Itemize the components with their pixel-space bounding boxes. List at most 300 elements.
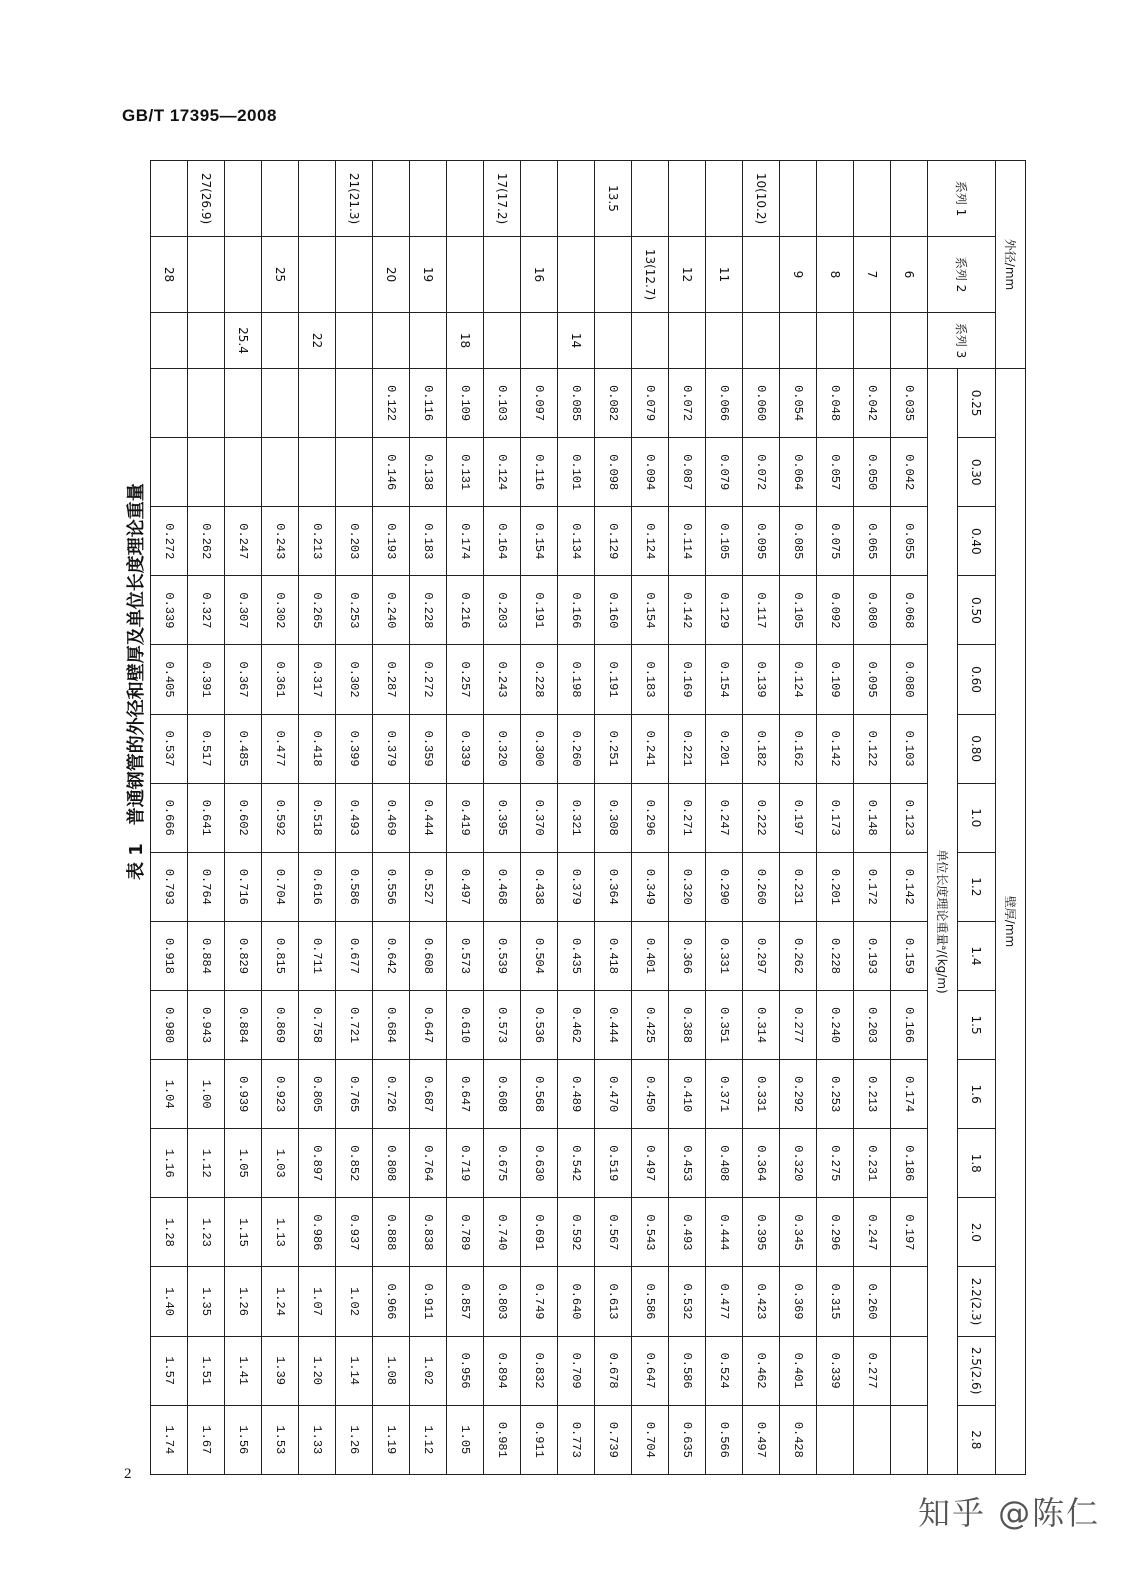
- table-row: [743, 161, 780, 1475]
- weight-cell: 1.41: [225, 1336, 262, 1405]
- weight-cell: 0.174: [891, 1060, 928, 1129]
- page-number: 2: [124, 1466, 132, 1482]
- weight-cell: 0.869: [262, 991, 299, 1060]
- weight-cell: 0.302: [262, 576, 299, 645]
- outer-diameter-cell: [410, 161, 447, 237]
- weight-cell: 0.497: [743, 1405, 780, 1474]
- weight-cell: 0.666: [151, 783, 188, 852]
- weight-cell: 0.228: [521, 645, 558, 714]
- weight-cell: 0.391: [188, 645, 225, 714]
- outer-diameter-cell: [373, 161, 410, 237]
- weight-cell: 0.339: [817, 1336, 854, 1405]
- weight-cell: 0.497: [632, 1129, 669, 1198]
- weight-cell: 0.462: [558, 991, 595, 1060]
- weight-cell: 1.26: [225, 1267, 262, 1336]
- weight-cell: 0.260: [743, 852, 780, 921]
- weight-cell: 0.231: [854, 1129, 891, 1198]
- outer-diameter-cell: 19: [410, 237, 447, 313]
- weight-cell: 0.241: [632, 714, 669, 783]
- weight-cell: 0.399: [336, 714, 373, 783]
- weight-cell: 0.339: [151, 576, 188, 645]
- weight-cell: 0.943: [188, 991, 225, 1060]
- weight-cell: 0.213: [299, 507, 336, 576]
- weight-cell: 0.740: [484, 1198, 521, 1267]
- series-3-header: 系列 3: [928, 313, 996, 369]
- weight-cell: 0.444: [706, 1198, 743, 1267]
- outer-diameter-cell: 21(21.3): [336, 161, 373, 237]
- outer-diameter-cell: [336, 313, 373, 369]
- weight-cell: 0.721: [336, 991, 373, 1060]
- weight-cell: 0.832: [521, 1336, 558, 1405]
- weight-cell: 0.371: [706, 1060, 743, 1129]
- weight-cell: 0.138: [410, 438, 447, 507]
- weight-cell: 0.838: [410, 1198, 447, 1267]
- weight-cell: [336, 438, 373, 507]
- weight-cell: 0.497: [447, 852, 484, 921]
- weight-cell: 0.808: [373, 1129, 410, 1198]
- table-row: [410, 161, 447, 1475]
- weight-cell: 0.292: [780, 1060, 817, 1129]
- outer-diameter-cell: [484, 237, 521, 313]
- weight-cell: 0.704: [632, 1405, 669, 1474]
- weight-cell: 0.793: [151, 852, 188, 921]
- weight-cell: 0.803: [484, 1267, 521, 1336]
- outer-diameter-cell: 9: [780, 237, 817, 313]
- weight-cell: 0.815: [262, 921, 299, 990]
- weight-cell: 0.568: [521, 1060, 558, 1129]
- weight-cell: 1.05: [225, 1129, 262, 1198]
- weight-cell: 0.884: [188, 921, 225, 990]
- weight-cell: 0.103: [484, 369, 521, 438]
- weight-cell: 0.092: [817, 576, 854, 645]
- weight-cell: 0.197: [780, 783, 817, 852]
- weight-cell: [817, 1405, 854, 1474]
- table-row: [817, 161, 854, 1475]
- weight-cell: 0.057: [817, 438, 854, 507]
- outer-diameter-cell: [410, 313, 447, 369]
- wall-thickness-header: 1.5: [958, 991, 996, 1060]
- weight-cell: 0.425: [632, 991, 669, 1060]
- weight-cell: 0.082: [595, 369, 632, 438]
- weight-cell: 0.142: [891, 852, 928, 921]
- weight-cell: 0.635: [669, 1405, 706, 1474]
- weight-cell: 0.079: [632, 369, 669, 438]
- weight-cell: 0.527: [410, 852, 447, 921]
- table-row: [188, 161, 225, 1475]
- weight-cell: 1.14: [336, 1336, 373, 1405]
- weight-cell: 0.164: [484, 507, 521, 576]
- weight-cell: [336, 369, 373, 438]
- weight-cell: 0.314: [743, 991, 780, 1060]
- weight-cell: 0.805: [299, 1060, 336, 1129]
- weight-cell: 0.154: [706, 645, 743, 714]
- weight-cell: 1.15: [225, 1198, 262, 1267]
- weight-cell: 0.222: [743, 783, 780, 852]
- weight-cell: 0.408: [706, 1129, 743, 1198]
- outer-diameter-cell: [669, 161, 706, 237]
- outer-diameter-cell: [854, 313, 891, 369]
- weight-cell: 0.537: [151, 714, 188, 783]
- table-row: [225, 161, 262, 1475]
- weight-cell: 0.124: [632, 507, 669, 576]
- weight-cell: 1.26: [336, 1405, 373, 1474]
- table-row: [854, 161, 891, 1475]
- weight-cell: 0.201: [817, 852, 854, 921]
- wall-thickness-header: 1.0: [958, 783, 996, 852]
- weight-cell: 0.308: [595, 783, 632, 852]
- outer-diameter-cell: [484, 313, 521, 369]
- weight-cell: 0.193: [373, 507, 410, 576]
- weight-cell: 0.296: [817, 1198, 854, 1267]
- weight-cell: 1.13: [262, 1198, 299, 1267]
- wall-thickness-header: 2.0: [958, 1198, 996, 1267]
- weight-cell: 0.711: [299, 921, 336, 990]
- weight-cell: 0.262: [188, 507, 225, 576]
- weight-cell: 0.379: [373, 714, 410, 783]
- outer-diameter-cell: [521, 161, 558, 237]
- weight-cell: 0.105: [706, 507, 743, 576]
- outer-diameter-cell: [373, 313, 410, 369]
- weight-cell: 0.197: [891, 1198, 928, 1267]
- weight-cell: 0.428: [780, 1405, 817, 1474]
- weight-cell: 0.297: [743, 921, 780, 990]
- table-row: [632, 161, 669, 1475]
- weight-cell: 0.573: [447, 921, 484, 990]
- weight-cell: 0.275: [817, 1129, 854, 1198]
- weight-cell: 0.410: [669, 1060, 706, 1129]
- weight-cell: 0.485: [225, 714, 262, 783]
- table-row: [706, 161, 743, 1475]
- table-row: [373, 161, 410, 1475]
- weight-cell: 0.401: [632, 921, 669, 990]
- weight-cell: 0.923: [262, 1060, 299, 1129]
- weight-cell: 0.518: [299, 783, 336, 852]
- weight-cell: 0.477: [706, 1267, 743, 1336]
- outer-diameter-cell: [669, 313, 706, 369]
- wall-thickness-header: 2.8: [958, 1405, 996, 1474]
- weight-cell: 0.897: [299, 1129, 336, 1198]
- weight-cell: 0.101: [558, 438, 595, 507]
- weight-cell: 0.146: [373, 438, 410, 507]
- weight-cell: 0.608: [410, 921, 447, 990]
- weight-cell: [299, 438, 336, 507]
- weight-cell: 0.287: [373, 645, 410, 714]
- weight-cell: 0.616: [299, 852, 336, 921]
- weight-cell: 0.116: [410, 369, 447, 438]
- weight-cell: 1.33: [299, 1405, 336, 1474]
- weight-cell: 0.450: [632, 1060, 669, 1129]
- weight-cell: 0.364: [595, 852, 632, 921]
- weight-cell: 0.080: [854, 576, 891, 645]
- outer-diameter-cell: [188, 237, 225, 313]
- outer-diameter-cell: 25: [262, 237, 299, 313]
- weight-cell: 0.556: [373, 852, 410, 921]
- weight-cell: 0.066: [706, 369, 743, 438]
- weight-cell: 0.468: [484, 852, 521, 921]
- weight-cell: 0.469: [373, 783, 410, 852]
- weight-cell: 0.894: [484, 1336, 521, 1405]
- outer-diameter-cell: [558, 237, 595, 313]
- outer-diameter-cell: [817, 161, 854, 237]
- outer-diameter-cell: 28: [151, 237, 188, 313]
- weight-cell: 0.640: [558, 1267, 595, 1336]
- weight-cell: 0.109: [447, 369, 484, 438]
- outer-diameter-cell: [891, 161, 928, 237]
- weight-cell: 0.201: [706, 714, 743, 783]
- weight-cell: 0.105: [780, 576, 817, 645]
- outer-diameter-cell: 7: [854, 237, 891, 313]
- table-frame: [150, 160, 1026, 1475]
- standard-code: GB/T 17395—2008: [122, 106, 277, 125]
- series-2-header: 系列 2: [928, 237, 996, 313]
- weight-cell: 0.174: [447, 507, 484, 576]
- weight-cell: 0.302: [336, 645, 373, 714]
- weight-cell: 0.060: [743, 369, 780, 438]
- weight-cell: 1.57: [151, 1336, 188, 1405]
- wall-group-header: 壁厚/mm: [996, 369, 1026, 1475]
- weight-cell: 0.169: [669, 645, 706, 714]
- weight-cell: 0.369: [780, 1267, 817, 1336]
- outer-diameter-cell: [151, 161, 188, 237]
- weight-cell: 0.395: [484, 783, 521, 852]
- weight-cell: 0.726: [373, 1060, 410, 1129]
- weight-cell: 0.183: [410, 507, 447, 576]
- weight-cell: 0.320: [669, 852, 706, 921]
- outer-diameter-cell: 12: [669, 237, 706, 313]
- weight-cell: 0.956: [447, 1336, 484, 1405]
- wall-thickness-header: 0.80: [958, 714, 996, 783]
- weight-cell: [151, 369, 188, 438]
- weight-cell: [854, 1405, 891, 1474]
- weight-cell: 0.331: [706, 921, 743, 990]
- weight-cell: 0.183: [632, 645, 669, 714]
- outer-diameter-cell: 14: [558, 313, 595, 369]
- weight-cell: 0.716: [225, 852, 262, 921]
- weight-cell: 0.536: [521, 991, 558, 1060]
- wall-thickness-header: 0.60: [958, 645, 996, 714]
- weight-cell: 1.02: [336, 1267, 373, 1336]
- outer-diameter-cell: 10(10.2): [743, 161, 780, 237]
- wall-thickness-header: 1.4: [958, 921, 996, 990]
- weight-cell: 0.504: [521, 921, 558, 990]
- outer-diameter-cell: 11: [706, 237, 743, 313]
- outer-diameter-cell: 6: [891, 237, 928, 313]
- outer-diameter-cell: [706, 161, 743, 237]
- weight-cell: 0.489: [558, 1060, 595, 1129]
- weight-cell: 0.477: [262, 714, 299, 783]
- weight-cell: 1.02: [410, 1336, 447, 1405]
- weight-cell: 0.395: [743, 1198, 780, 1267]
- weight-cell: 0.272: [151, 507, 188, 576]
- weight-cell: 0.094: [632, 438, 669, 507]
- weight-cell: [151, 438, 188, 507]
- table-row: [151, 161, 188, 1475]
- outer-diameter-cell: [632, 161, 669, 237]
- outer-diameter-cell: [632, 313, 669, 369]
- weight-cell: 0.042: [854, 369, 891, 438]
- weight-cell: 0.203: [336, 507, 373, 576]
- wall-thickness-header: 0.40: [958, 507, 996, 576]
- weight-cell: 0.937: [336, 1198, 373, 1267]
- weight-cell: 0.257: [447, 645, 484, 714]
- weight-cell: 0.331: [743, 1060, 780, 1129]
- weight-cell: 0.366: [669, 921, 706, 990]
- weight-cell: 0.852: [336, 1129, 373, 1198]
- weight-cell: 0.142: [669, 576, 706, 645]
- table-row: [558, 161, 595, 1475]
- weight-cell: 0.315: [817, 1267, 854, 1336]
- weight-cell: 0.773: [558, 1405, 595, 1474]
- weight-cell: 0.166: [891, 991, 928, 1060]
- weight-cell: 0.418: [299, 714, 336, 783]
- weight-cell: 0.277: [780, 991, 817, 1060]
- weight-cell: 0.647: [632, 1336, 669, 1405]
- outer-diameter-cell: [595, 313, 632, 369]
- weight-cell: 0.296: [632, 783, 669, 852]
- outer-diameter-cell: [447, 161, 484, 237]
- outer-diameter-cell: [780, 313, 817, 369]
- weight-cell: 0.986: [299, 1198, 336, 1267]
- series-1-header: 系列 1: [928, 161, 996, 237]
- weight-cell: [225, 438, 262, 507]
- weight-cell: 0.642: [373, 921, 410, 990]
- weight-cell: 0.085: [558, 369, 595, 438]
- weight-cell: 1.05: [447, 1405, 484, 1474]
- weight-cell: 0.240: [817, 991, 854, 1060]
- weight-cell: 0.042: [891, 438, 928, 507]
- weight-cell: 0.265: [299, 576, 336, 645]
- weight-cell: 0.602: [225, 783, 262, 852]
- weight-cell: 0.260: [558, 714, 595, 783]
- outer-diameter-cell: 25.4: [225, 313, 262, 369]
- weight-cell: 1.51: [188, 1336, 225, 1405]
- weight-cell: 0.162: [780, 714, 817, 783]
- weight-cell: 0.114: [669, 507, 706, 576]
- weight-cell: 0.085: [780, 507, 817, 576]
- weight-cell: 0.055: [891, 507, 928, 576]
- outer-diameter-cell: 17(17.2): [484, 161, 521, 237]
- table-row: [299, 161, 336, 1475]
- weight-cell: 0.173: [817, 783, 854, 852]
- weight-cell: 0.321: [558, 783, 595, 852]
- weight-cell: 0.388: [669, 991, 706, 1060]
- table-row: [484, 161, 521, 1475]
- weight-cell: 0.613: [595, 1267, 632, 1336]
- weight-cell: 0.072: [743, 438, 780, 507]
- weight-cell: 0.765: [336, 1060, 373, 1129]
- weight-cell: 0.072: [669, 369, 706, 438]
- weight-cell: 0.379: [558, 852, 595, 921]
- outer-diameter-cell: 13.5: [595, 161, 632, 237]
- weight-cell: 0.911: [521, 1405, 558, 1474]
- weight-cell: 0.758: [299, 991, 336, 1060]
- weight-cell: 0.109: [817, 645, 854, 714]
- weight-cell: 1.40: [151, 1267, 188, 1336]
- weight-cell: 0.142: [817, 714, 854, 783]
- weight-cell: 0.317: [299, 645, 336, 714]
- weight-cell: 0.586: [669, 1336, 706, 1405]
- weight-cell: 0.586: [336, 852, 373, 921]
- outer-diameter-cell: [262, 313, 299, 369]
- weight-cell: [299, 369, 336, 438]
- weight-cell: 0.789: [447, 1198, 484, 1267]
- wall-thickness-header: 1.8: [958, 1129, 996, 1198]
- outer-diameter-cell: 18: [447, 313, 484, 369]
- weight-cell: 0.075: [817, 507, 854, 576]
- weight-cell: 0.719: [447, 1129, 484, 1198]
- weight-cell: 1.19: [373, 1405, 410, 1474]
- weight-cell: 0.065: [854, 507, 891, 576]
- weight-cell: 0.610: [447, 991, 484, 1060]
- outer-diameter-cell: [854, 161, 891, 237]
- outer-diameter-cell: [706, 313, 743, 369]
- weight-cell: 0.122: [854, 714, 891, 783]
- weight-cell: 0.307: [225, 576, 262, 645]
- weight-cell: 0.739: [595, 1405, 632, 1474]
- table-title: 表 1 普通钢管的外径和壁厚及单位长度理论重量: [126, 483, 147, 880]
- weight-cell: [262, 438, 299, 507]
- weight-cell: 0.035: [891, 369, 928, 438]
- weight-cell: 0.117: [743, 576, 780, 645]
- weight-cell: [188, 369, 225, 438]
- weight-cell: 0.359: [410, 714, 447, 783]
- weight-cell: 0.154: [632, 576, 669, 645]
- weight-cell: 0.918: [151, 921, 188, 990]
- weight-cell: 0.438: [521, 852, 558, 921]
- weight-cell: 0.980: [151, 991, 188, 1060]
- table-row: [262, 161, 299, 1475]
- weight-cell: 0.966: [373, 1267, 410, 1336]
- weight-cell: 0.134: [558, 507, 595, 576]
- weight-cell: 0.320: [780, 1129, 817, 1198]
- weight-cell: 0.139: [743, 645, 780, 714]
- outer-diameter-cell: [188, 313, 225, 369]
- outer-diameter-cell: [558, 161, 595, 237]
- weight-cell: 0.193: [854, 921, 891, 990]
- weight-cell: 0.592: [558, 1198, 595, 1267]
- weight-cell: [891, 1405, 928, 1474]
- weight-cell: 0.221: [669, 714, 706, 783]
- outer-diameter-cell: 8: [817, 237, 854, 313]
- weight-cell: 0.191: [595, 645, 632, 714]
- outer-diameter-cell: 22: [299, 313, 336, 369]
- weight-cell: 1.53: [262, 1405, 299, 1474]
- weight-cell: 0.677: [336, 921, 373, 990]
- weight-cell: 0.829: [225, 921, 262, 990]
- outer-diameter-cell: 16: [521, 237, 558, 313]
- weight-cell: 0.247: [706, 783, 743, 852]
- weight-cell: 0.709: [558, 1336, 595, 1405]
- weight-cell: 0.253: [817, 1060, 854, 1129]
- weight-cell: 0.203: [484, 576, 521, 645]
- weight-cell: 0.641: [188, 783, 225, 852]
- outer-diameter-cell: [336, 237, 373, 313]
- weight-cell: 0.364: [743, 1129, 780, 1198]
- weight-cell: 1.08: [373, 1336, 410, 1405]
- outer-diameter-cell: [225, 161, 262, 237]
- wall-thickness-header: 2.2(2.3): [958, 1267, 996, 1336]
- weight-cell: 0.888: [373, 1198, 410, 1267]
- weight-cell: 0.124: [780, 645, 817, 714]
- weight-cell: 0.493: [669, 1198, 706, 1267]
- weight-cell: 0.260: [854, 1267, 891, 1336]
- weight-cell: 0.349: [632, 852, 669, 921]
- weight-cell: [891, 1336, 928, 1405]
- weight-cell: 0.462: [743, 1336, 780, 1405]
- outer-diameter-cell: [225, 237, 262, 313]
- weight-cell: 0.444: [410, 783, 447, 852]
- steel-pipe-table: [150, 160, 1026, 1475]
